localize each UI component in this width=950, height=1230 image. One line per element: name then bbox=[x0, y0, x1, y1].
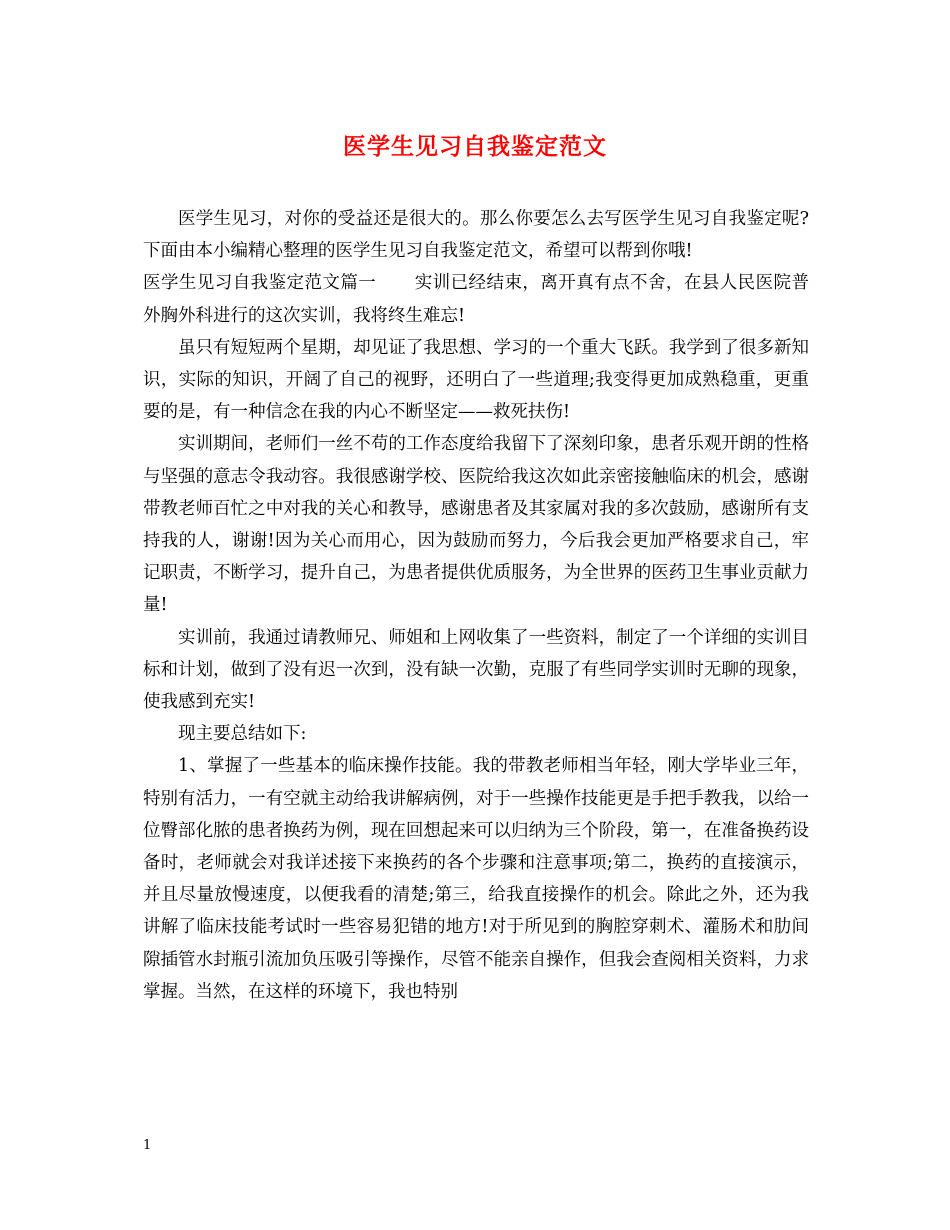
document-title: 医学生见习自我鉴定范文 bbox=[343, 133, 607, 160]
body-paragraph: 1、掌握了一些基本的临床操作技能。我的带教老师相当年轻，刚大学毕业三年，特别有活力，一有空就主动给我讲解病例，对于一些操作技能更是手把手教我，以给一位臀部化脓的患者换药为例，现在回想起来可以归纳为三个阶段，第一，在准备换药设备时，老师就会对我详述接下来换药的各个步骤和注意事项;第二，换药的直接演示，并且尽量放慢速度，以便我看的清楚;第三，给我直接操作的机会。除此之外，还为我讲解了临床技能考试时一些容易犯错的地方!对于所见到的胸腔穿刺术、灌肠术和肋间隙插管水封瓶引流加负压吸引等操作，尽管不能亲自操作，但我会查阅相关资料，力求掌握。当然，在这样的环境下，我也特别 bbox=[143, 756, 809, 1002]
document-body bbox=[143, 203, 809, 1008]
intro-paragraph: 医学生见习，对你的受益还是很大的。那么你要怎么去写医学生见习自我鉴定呢?下面由本小编精心整理的医学生见习自我鉴定范文，希望可以帮到你哦! bbox=[143, 209, 809, 262]
body-paragraph: 实训前，我通过请教师兄、师姐和上网收集了一些资料，制定了一个详细的实训目标和计划，做到了没有迟一次到，没有缺一次勤，克服了有些同学实训时无聊的现象，使我感到充实! bbox=[143, 627, 809, 713]
section-lead-text: 实训已经结束，离开真有点不舍，在县人民医院普外胸外科进行的这次实训，我将终生难忘! bbox=[143, 273, 809, 326]
summary-lead: 现主要总结如下: bbox=[178, 724, 307, 745]
section-paragraph bbox=[143, 267, 809, 331]
body-paragraph: 实训期间，老师们一丝不苟的工作态度给我留下了深刻印象，患者乐观开朗的性格与坚强的意志令我动容。我很感谢学校、医院给我这次如此亲密接触临床的机会，感谢带教老师百忙之中对我的关心和教导，感谢患者及其家属对我的多次鼓励，感谢所有支持我的人，谢谢!因为关心而用心，因为鼓励而努力，今后我会更加严格要求自己，牢记职责，不断学习，提升自己，为患者提供优质服务，为全世界的医药卫生事业贡献力量! bbox=[143, 434, 809, 616]
body-paragraph: 虽只有短短两个星期，却见证了我思想、学习的一个重大飞跃。我学到了很多新知识，实际的知识，开阔了自己的视野，还明白了一些道理;我变得更加成熟稳重，更重要的是，有一种信念在我的内心不断坚定——救死扶伤! bbox=[143, 337, 809, 423]
page-number: 1 bbox=[143, 1138, 152, 1153]
section-heading: 医学生见习自我鉴定范文篇一 bbox=[143, 273, 377, 294]
